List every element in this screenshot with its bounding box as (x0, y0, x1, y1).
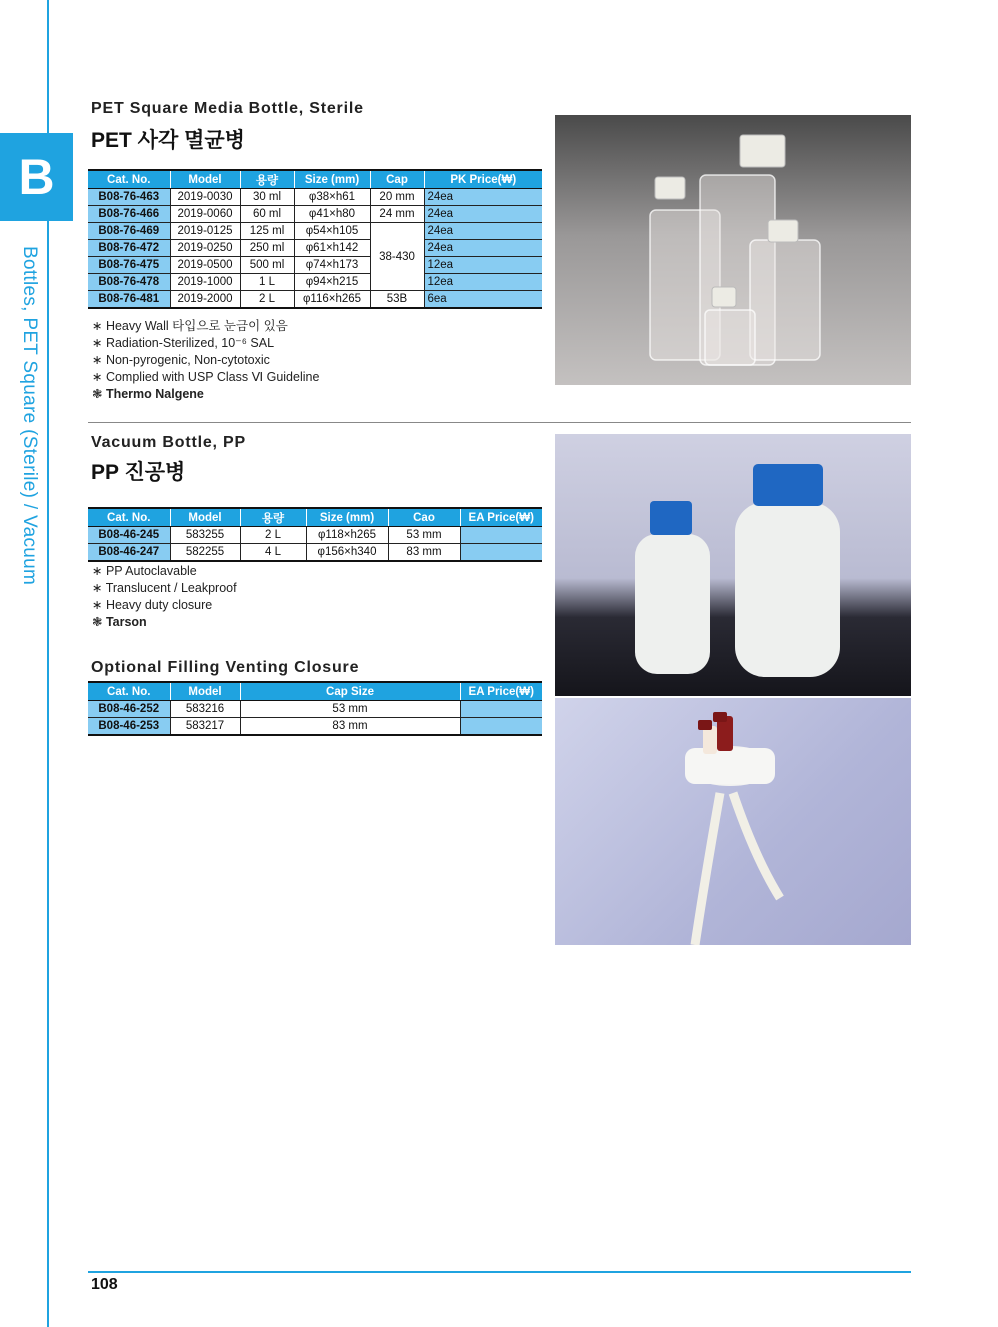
size: φ116×h265 (294, 291, 370, 309)
model: 583216 (170, 701, 240, 718)
size: φ74×h173 (294, 257, 370, 274)
volume: 2 L (240, 527, 306, 544)
cat-no: B08-76-469 (88, 223, 170, 240)
volume: 60 ml (240, 206, 294, 223)
cap: 53 mm (388, 527, 460, 544)
col-size: Size (mm) (306, 508, 388, 527)
size: φ41×h80 (294, 206, 370, 223)
section2-title-en: Vacuum Bottle, PP (91, 434, 246, 451)
cap: 53B (370, 291, 424, 309)
model: 582255 (170, 544, 240, 562)
size: φ38×h61 (294, 189, 370, 206)
price: 24ea (424, 189, 542, 206)
price: 24ea (424, 240, 542, 257)
col-volume: 용량 (240, 508, 306, 527)
col-cap-size: Cap Size (240, 682, 460, 701)
price: 12ea (424, 257, 542, 274)
col-volume: 용량 (240, 170, 294, 189)
table-row (88, 257, 542, 274)
cap: 83 mm (388, 544, 460, 562)
model: 2019-2000 (170, 291, 240, 309)
pet-bottles-photo (555, 115, 911, 385)
model: 2019-0030 (170, 189, 240, 206)
table-row (88, 527, 542, 544)
cat-no: B08-76-475 (88, 257, 170, 274)
cat-no: B08-46-247 (88, 544, 170, 562)
price (460, 527, 542, 544)
cap: 20 mm (370, 189, 424, 206)
cap-size: 83 mm (240, 718, 460, 736)
col-cat-no: Cat. No. (88, 682, 170, 701)
model: 2019-1000 (170, 274, 240, 291)
cat-no: B08-46-252 (88, 701, 170, 718)
note-item: ∗ Non-pyrogenic, Non-cytotoxic (92, 353, 270, 367)
note-item: ∗ Heavy Wall 타입으로 눈금이 있음 (92, 319, 288, 333)
cat-no: B08-76-481 (88, 291, 170, 309)
section2-title-ko: PP 진공병 (91, 461, 186, 484)
size: φ94×h215 (294, 274, 370, 291)
section1-notes (92, 318, 319, 403)
vacuum-bottles-illustration (555, 434, 911, 696)
brand-name: ❃ Tarson (92, 615, 147, 629)
volume: 30 ml (240, 189, 294, 206)
cat-no: B08-76-463 (88, 189, 170, 206)
volume: 250 ml (240, 240, 294, 257)
model: 2019-0500 (170, 257, 240, 274)
side-title: Bottles, PET Square (Sterile) / Vacuum (19, 246, 40, 586)
volume: 125 ml (240, 223, 294, 240)
venting-closure-illustration (555, 698, 911, 945)
section3-title-en: Optional Filling Venting Closure (91, 659, 360, 676)
cat-no: B08-76-478 (88, 274, 170, 291)
cat-no: B08-76-472 (88, 240, 170, 257)
col-price: EA Price(₩) (460, 682, 542, 701)
vacuum-bottle-table (88, 507, 542, 562)
note-item: ∗ Translucent / Leakproof (92, 581, 237, 595)
table-header-row (88, 682, 542, 701)
cap-size: 53 mm (240, 701, 460, 718)
model: 2019-0125 (170, 223, 240, 240)
page-number: 108 (91, 1276, 118, 1293)
cat-no: B08-46-245 (88, 527, 170, 544)
section1-title-en: PET Square Media Bottle, Sterile (91, 100, 364, 117)
volume: 2 L (240, 291, 294, 309)
note-item: ∗ Radiation-Sterilized, 10⁻⁶ SAL (92, 336, 275, 350)
price: 6ea (424, 291, 542, 309)
model: 2019-0250 (170, 240, 240, 257)
price: 24ea (424, 223, 542, 240)
size: φ61×h142 (294, 240, 370, 257)
price (460, 701, 542, 718)
note-item: ∗ Heavy duty closure (92, 598, 213, 612)
table-row (88, 189, 542, 206)
col-model: Model (170, 170, 240, 189)
size: φ118×h265 (306, 527, 388, 544)
table-row (88, 718, 542, 736)
brand-name: ❃ Thermo Nalgene (92, 387, 204, 401)
footer-line (88, 1271, 911, 1273)
cap: 38-430 (370, 223, 424, 291)
model: 583217 (170, 718, 240, 736)
venting-closure-table (88, 681, 542, 736)
col-cap: Cap (370, 170, 424, 189)
model: 583255 (170, 527, 240, 544)
col-cap: Cao (388, 508, 460, 527)
col-cat-no: Cat. No. (88, 508, 170, 527)
col-price: EA Price(₩) (460, 508, 542, 527)
table-row (88, 544, 542, 562)
pet-bottles-illustration (555, 115, 911, 385)
col-size: Size (mm) (294, 170, 370, 189)
note-item: ∗ Complied with USP Class Ⅵ Guideline (92, 370, 320, 384)
table-row (88, 274, 542, 291)
price (460, 718, 542, 736)
table-row (88, 701, 542, 718)
price (460, 544, 542, 562)
volume: 500 ml (240, 257, 294, 274)
model: 2019-0060 (170, 206, 240, 223)
section1-title-ko: PET 사각 멸균병 (91, 129, 245, 152)
section-divider (88, 422, 911, 423)
volume: 4 L (240, 544, 306, 562)
volume: 1 L (240, 274, 294, 291)
size: φ156×h340 (306, 544, 388, 562)
tab-letter: B (18, 149, 55, 205)
pet-bottle-table (88, 169, 542, 309)
venting-closure-photo (555, 698, 911, 945)
table-row (88, 206, 542, 223)
size: φ54×h105 (294, 223, 370, 240)
section-tab (0, 133, 73, 221)
price: 24ea (424, 206, 542, 223)
cat-no: B08-46-253 (88, 718, 170, 736)
table-header-row (88, 170, 542, 189)
cap: 24 mm (370, 206, 424, 223)
col-price: PK Price(₩) (424, 170, 542, 189)
table-row (88, 240, 542, 257)
section2-notes (92, 563, 237, 631)
price: 12ea (424, 274, 542, 291)
vacuum-bottles-photo (555, 434, 911, 696)
note-item: ∗ PP Autoclavable (92, 564, 197, 578)
col-model: Model (170, 508, 240, 527)
table-header-row (88, 508, 542, 527)
table-row (88, 291, 542, 309)
col-model: Model (170, 682, 240, 701)
col-cat-no: Cat. No. (88, 170, 170, 189)
cat-no: B08-76-466 (88, 206, 170, 223)
table-row (88, 223, 542, 240)
